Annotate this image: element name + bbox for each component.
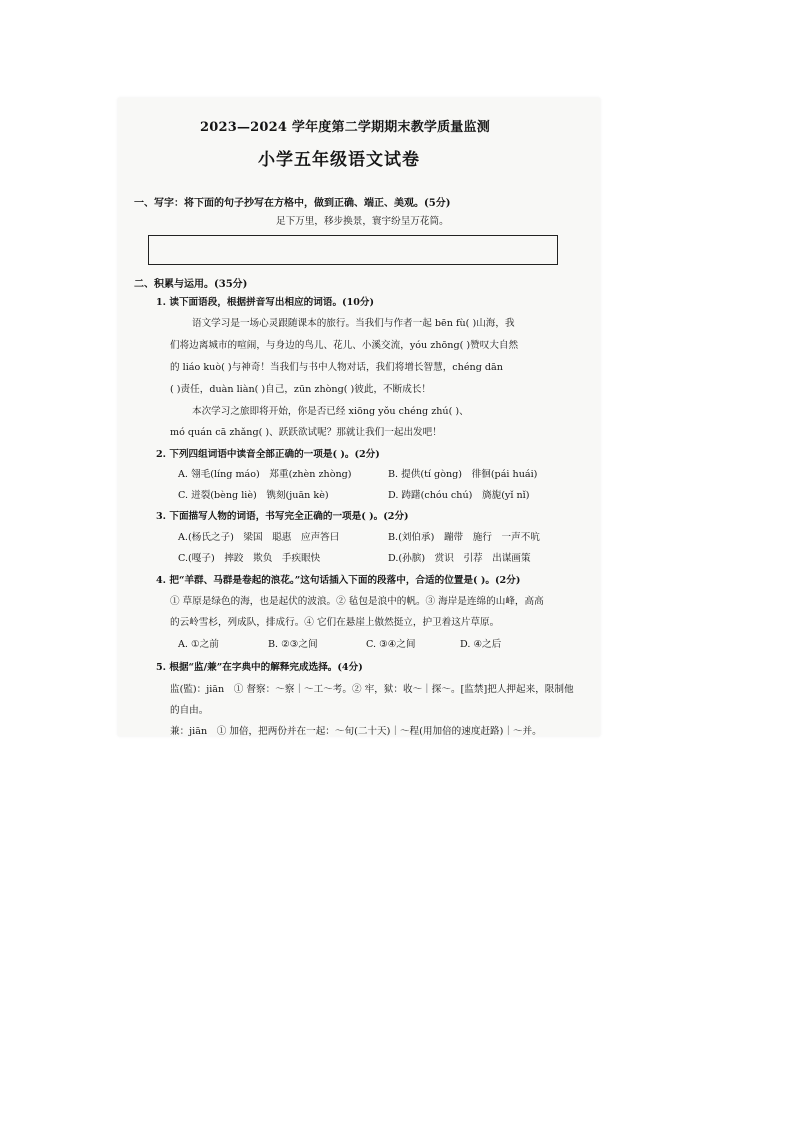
q2-stem: 2. 下列四组词语中读音全部正确的一项是( )。(2分) bbox=[156, 449, 380, 460]
q1-line: 们将边离城市的喧闹，与身边的鸟儿、花儿、小溪交流，yóu zhōng( )赞叹大自然 bbox=[170, 340, 519, 351]
scanned-exam-page bbox=[118, 98, 600, 736]
q5-definition-line: 的自由。 bbox=[170, 705, 209, 716]
paper-title: 小学五年级语文试卷 bbox=[258, 150, 420, 170]
q2-option-d[interactable]: D. 踌躇(chóu chú) 旖旎(yǐ nǐ) bbox=[388, 490, 530, 501]
q3-option-a[interactable]: A.(杨氏之子) 梁国 聪惠 应声答曰 bbox=[178, 532, 340, 543]
q3-option-d[interactable]: D.(孙膑) 赏识 引荐 出谋画策 bbox=[388, 553, 531, 564]
q4-option-a[interactable]: A. ①之前 bbox=[178, 639, 219, 650]
exam-term-title: 2023—2024 学年度第二学期期末教学质量监测 bbox=[200, 120, 490, 135]
q3-stem: 3. 下面描写人物的词语，书写完全正确的一项是( )。(2分) bbox=[156, 511, 409, 522]
q2-option-c[interactable]: C. 迸裂(bèng liè) 镌刻(juān kè) bbox=[178, 490, 329, 501]
q5-definition-line: 监(監)：jiān ① 督察：～察｜～工～考。② 牢，狱：收～｜探～。[监禁]把人押起来，限制他 bbox=[170, 684, 574, 695]
q4-passage-line: ① 草原是绿色的海，也是起伏的波浪。② 毡包是浪中的帆。③ 海岸是连绵的山峰，高高 bbox=[170, 596, 544, 607]
q5-stem: 5. 根据“监/兼”在字典中的解释完成选择。(4分) bbox=[156, 662, 363, 673]
q1-line: 的 liáo kuò( )与神奇！当我们与书中人物对话，我们将增长智慧，chéng dān bbox=[170, 362, 503, 373]
q4-option-d[interactable]: D. ④之后 bbox=[460, 639, 502, 650]
q2-option-a[interactable]: A. 翎毛(líng máo) 郑重(zhèn zhòng) bbox=[178, 469, 352, 480]
q1-line: 本次学习之旅即将开始，你是否已经 xiōng yǒu chéng zhú( )、 bbox=[192, 406, 469, 417]
q4-stem: 4. 把“羊群、马群是卷起的浪花。”这句话插入下面的段落中，合适的位置是( )。(2分) bbox=[156, 575, 521, 586]
q3-option-b[interactable]: B.(刘伯承) 蹦带 施行 一声不吭 bbox=[388, 532, 540, 543]
q1-line: 语文学习是一场心灵跟随课本的旅行。当我们与作者一起 bēn fù( )山海，我 bbox=[192, 318, 515, 329]
section2-heading: 二、积累与运用。(35分) bbox=[134, 279, 248, 290]
q2-option-b[interactable]: B. 提供(tí gòng) 徘徊(pái huái) bbox=[388, 469, 538, 480]
q4-option-c[interactable]: C. ③④之间 bbox=[366, 639, 416, 650]
writing-box[interactable] bbox=[148, 235, 558, 265]
q1-line: ( )责任，duàn liàn( )自己，zūn zhòng( )彼此，不断成长！ bbox=[170, 384, 432, 395]
q3-option-c[interactable]: C.(嘎子) 摔跤 欺负 手疾眼快 bbox=[178, 553, 321, 564]
copy-sentence: 足下万里，移步换景，寰宇纷呈万花筒。 bbox=[276, 216, 449, 227]
section1-heading: 一、写字：将下面的句子抄写在方格中，做到正确、端正、美观。(5分) bbox=[134, 198, 451, 209]
q4-passage-line: 的云岭雪杉，列成队，排成行。④ 它们在悬崖上傲然挺立，护卫着这片草原。 bbox=[170, 617, 500, 628]
q5-definition-line: 兼：jiān ① 加倍，把两份并在一起：～旬(二十天)｜～程(用加倍的速度赶路)｜～并。 bbox=[170, 726, 542, 736]
q1-line: mó quán cā zhǎng( )、跃跃欲试呢？那就让我们一起出发吧！ bbox=[170, 427, 442, 438]
q1-stem: 1. 读下面语段，根据拼音写出相应的词语。(10分) bbox=[156, 297, 375, 308]
q4-option-b[interactable]: B. ②③之间 bbox=[268, 639, 318, 650]
